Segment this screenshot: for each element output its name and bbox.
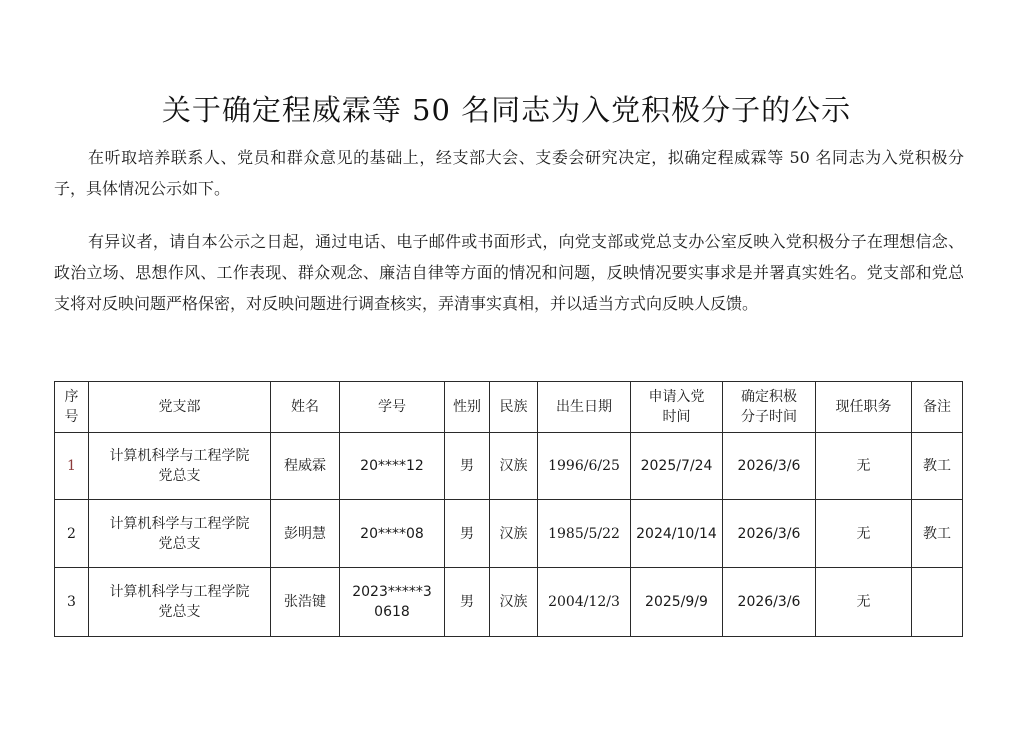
- cell-apply-date: 2025/9/9: [631, 568, 723, 637]
- header-seq: [55, 382, 89, 433]
- cell-gender: 男: [445, 433, 490, 500]
- header-position: 现任职务: [816, 382, 912, 433]
- cell-seq: 3: [55, 568, 89, 637]
- header-apply-date: [631, 382, 723, 433]
- cell-ethnicity: 汉族: [490, 568, 538, 637]
- header-ethnicity: 民族: [490, 382, 538, 433]
- header-seq-line1: 序: [64, 389, 79, 405]
- header-confirm-line1: 确定积极: [741, 389, 797, 405]
- header-student-id: 学号: [340, 382, 445, 433]
- cell-branch-line2: 党总支: [158, 604, 201, 620]
- cell-name: 程威霖: [271, 433, 340, 500]
- header-confirm-line2: 分子时间: [741, 409, 797, 425]
- cell-student-id-line1: 2023*****3: [352, 584, 432, 600]
- cell-birth-date: 1996/6/25: [538, 433, 631, 500]
- cell-remark: 教工: [912, 500, 963, 568]
- cell-student-id: [340, 568, 445, 637]
- header-seq-line2: 号: [64, 409, 79, 425]
- cell-student-id: 20****12: [340, 433, 445, 500]
- cell-branch: [89, 433, 271, 500]
- cell-branch-line1: 计算机科学与工程学院: [109, 515, 250, 532]
- cell-ethnicity: 汉族: [490, 500, 538, 568]
- header-name: 姓名: [271, 382, 340, 433]
- cell-confirm-date: 2026/3/6: [723, 568, 816, 637]
- intro-paragraph: 在听取培养联系人、党员和群众意见的基础上，经支部大会、支委会研究决定，拟确定程威霖等 50 名同志为入党积极分子，具体情况公示如下。: [54, 148, 964, 198]
- cell-student-id-line2: 0618: [374, 604, 410, 620]
- cell-remark: [912, 568, 963, 637]
- objection-paragraph: 有异议者，请自本公示之日起，通过电话、电子邮件或书面形式，向党支部或党总支办公室反映入党积极分子在理想信念、政治立场、思想作风、工作表现、群众观念、廉洁自律等方面的情况和问题，反映情况要实事求是并署真实姓名。党支部和党总支将对反映问题严格保密，对反映问题进行调查核实，弄清事实真相，并以适当方式向反映人反馈。: [54, 232, 964, 313]
- cell-branch-line2: 党总支: [158, 468, 201, 484]
- header-confirm-date: [723, 382, 816, 433]
- header-apply-line1: 申请入党: [648, 389, 705, 405]
- cell-name: 张浩键: [271, 568, 340, 637]
- cell-branch: [89, 568, 271, 637]
- cell-apply-date: 2025/7/24: [631, 433, 723, 500]
- header-gender: 性别: [445, 382, 490, 433]
- cell-birth-date: 2004/12/3: [538, 568, 631, 637]
- document-title: 关于确定程威霖等 50 名同志为入党积极分子的公示: [161, 93, 852, 127]
- cell-apply-date: 2024/10/14: [631, 500, 723, 568]
- cell-branch-line1: 计算机科学与工程学院: [109, 448, 250, 464]
- cell-remark: 教工: [912, 433, 963, 500]
- table-header-row: [55, 382, 963, 433]
- cell-student-id: 20****08: [340, 500, 445, 568]
- cell-branch-line2: 党总支: [158, 535, 201, 552]
- header-birth-date: 出生日期: [538, 382, 631, 433]
- cell-gender: 男: [445, 500, 490, 568]
- header-apply-line2: 时间: [662, 409, 691, 425]
- cell-confirm-date: 2026/3/6: [723, 433, 816, 500]
- cell-branch-line1: 计算机科学与工程学院: [109, 584, 250, 600]
- cell-position: 无: [816, 568, 912, 637]
- cell-position: 无: [816, 433, 912, 500]
- cell-gender: 男: [445, 568, 490, 637]
- table-row: [55, 433, 963, 500]
- cell-branch: [89, 500, 271, 568]
- cell-name: 彭明慧: [271, 500, 340, 568]
- cell-birth-date: 1985/5/22: [538, 500, 631, 568]
- header-branch: 党支部: [89, 382, 271, 433]
- table-row: [55, 500, 963, 568]
- cell-seq: 2: [55, 500, 89, 568]
- table-row: [55, 568, 963, 637]
- cell-confirm-date: 2026/3/6: [723, 500, 816, 568]
- cell-position: 无: [816, 500, 912, 568]
- cell-seq: 1: [55, 433, 89, 500]
- activist-roster-table: [54, 381, 963, 637]
- cell-ethnicity: 汉族: [490, 433, 538, 500]
- header-remark: 备注: [912, 382, 963, 433]
